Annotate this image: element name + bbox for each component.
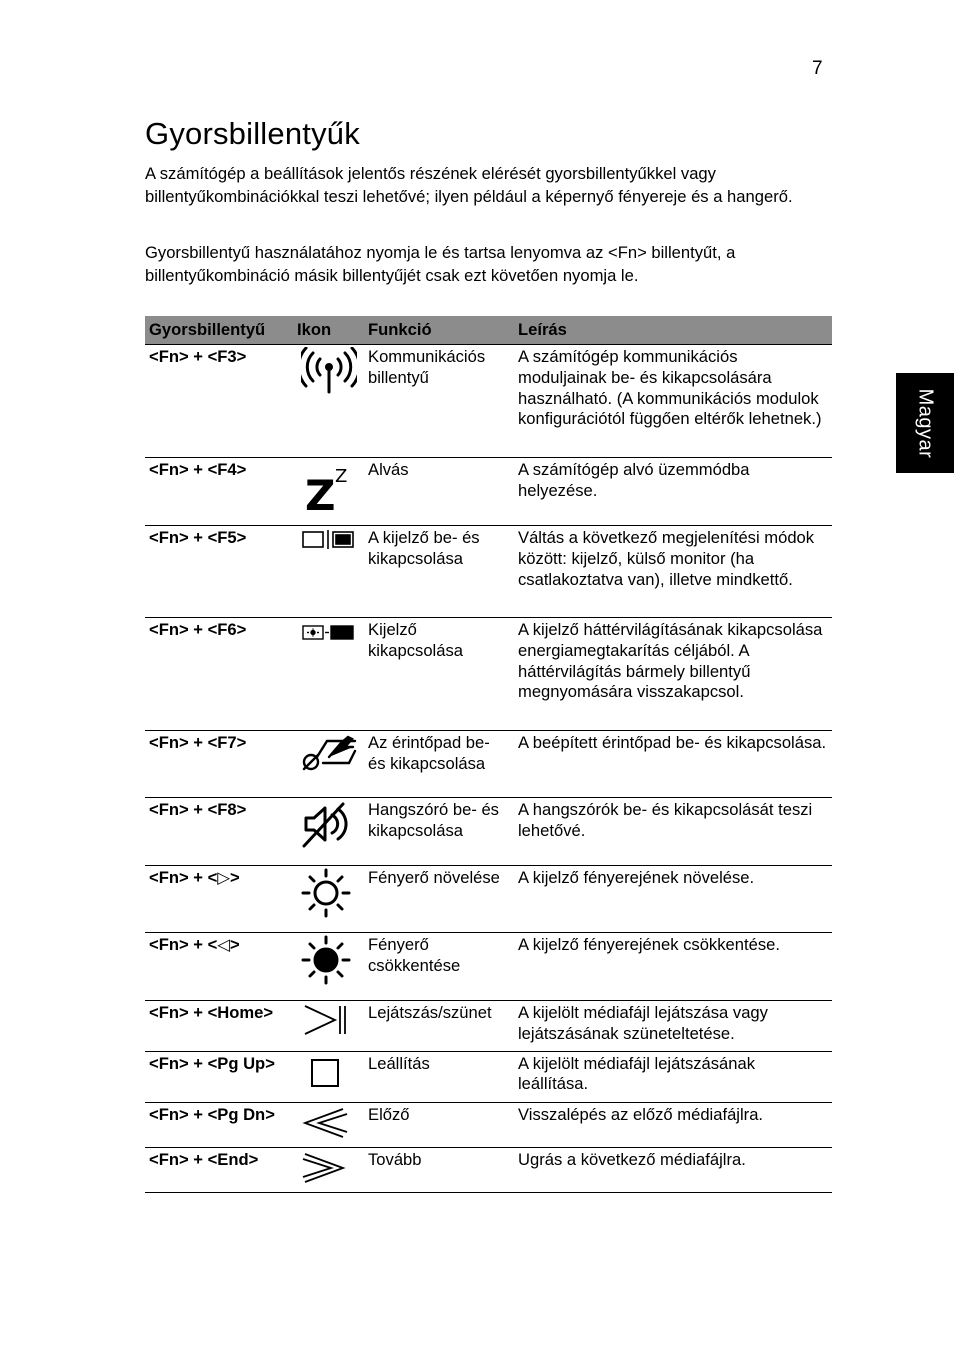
description-cell: A hangszórók be- és kikapcsolását teszi lehetővé.	[514, 798, 832, 866]
header-description: Leírás	[514, 316, 832, 345]
hotkey-cell: <Fn> + <Pg Dn>	[145, 1102, 293, 1147]
table-row	[145, 731, 832, 798]
function-cell: Tovább	[364, 1147, 514, 1192]
hotkey-cell: <Fn> + <Home>	[145, 1001, 293, 1052]
description-cell: A számítógép kommunikációs moduljainak be- és kikapcsolására használható. (A kommunikációs modulok konfigurációtól függően eltérők lehetnek.)	[514, 345, 832, 458]
hotkey-cell: <Fn> + <End>	[145, 1147, 293, 1192]
table-row	[145, 866, 832, 933]
hotkey-cell: <Fn> + <Pg Up>	[145, 1051, 293, 1102]
hotkey-cell: <Fn> + <F6>	[145, 618, 293, 731]
hotkey-cell: <Fn> + <F8>	[145, 798, 293, 866]
function-cell: A kijelző be- és kikapcsolása	[364, 526, 514, 618]
description-cell: A számítógép alvó üzemmódba helyezése.	[514, 458, 832, 526]
display-off-icon	[301, 620, 357, 644]
function-cell: Az érintőpad be- és kikapcsolása	[364, 731, 514, 798]
svg-text:Z: Z	[335, 466, 348, 487]
hotkey-table	[145, 316, 832, 1193]
description-cell: A kijelölt médiafájl lejátszásának leállítása.	[514, 1051, 832, 1102]
table-row	[145, 1102, 832, 1147]
function-cell: Leállítás	[364, 1051, 514, 1102]
table-row	[145, 1051, 832, 1102]
function-cell: Előző	[364, 1102, 514, 1147]
table-header-row	[145, 316, 832, 345]
table-row	[145, 1001, 832, 1052]
svg-text:Z: Z	[305, 471, 336, 516]
description-cell: A kijelző háttérvilágításának kikapcsolása energiamegtakarítás céljából. A háttérvilágítás bármely billentyű megnyomására visszakapcsol.	[514, 618, 832, 731]
description-cell: A kijelző fényerejének növelése.	[514, 866, 832, 933]
hotkey-cell: <Fn> + <F4>	[145, 458, 293, 526]
previous-icon	[301, 1105, 357, 1141]
hotkey-cell: <Fn> + <F7>	[145, 731, 293, 798]
description-cell: Ugrás a következő médiafájlra.	[514, 1147, 832, 1192]
brightness-up-icon	[301, 868, 357, 918]
intro-paragraph: A számítógép a beállítások jelentős részének elérését gyorsbillentyűkkel vagy billentyűkombinációkkal teszi lehetővé; ilyen például a képernyő fényereje és a hangerő.	[145, 164, 793, 206]
language-side-tab-label: Magyar	[914, 388, 937, 458]
function-cell: Kijelző kikapcsolása	[364, 618, 514, 731]
description-cell: A kijelző fényerejének csökkentése.	[514, 933, 832, 1001]
table-row	[145, 798, 832, 866]
function-cell: Hangszóró be- és kikapcsolása	[364, 798, 514, 866]
speaker-mute-icon	[301, 800, 357, 848]
description-cell: Visszalépés az előző médiafájlra.	[514, 1102, 832, 1147]
table-row	[145, 458, 832, 526]
wireless-icon	[301, 347, 357, 399]
stop-icon	[301, 1054, 357, 1088]
display-switch-icon	[301, 528, 357, 552]
sleep-icon	[301, 460, 357, 516]
hotkey-cell: <Fn> + <F5>	[145, 526, 293, 618]
next-icon	[301, 1150, 357, 1186]
function-cell: Fényerő csökkentése	[364, 933, 514, 1001]
table-row	[145, 345, 832, 458]
table-row	[145, 618, 832, 731]
hotkey-cell: <Fn> + <F3>	[145, 345, 293, 458]
brightness-down-icon	[301, 935, 357, 985]
function-cell: Alvás	[364, 458, 514, 526]
description-cell: A kijelölt médiafájl lejátszása vagy lejátszásának szüneteltetése.	[514, 1001, 832, 1052]
table-row	[145, 933, 832, 1001]
description-cell: A beépített érintőpad be- és kikapcsolása.	[514, 731, 832, 798]
usage-paragraph: Gyorsbillentyű használatához nyomja le és tartsa lenyomva az <Fn> billentyűt, a billentyűkombináció másik billentyűjét csak ezt követően nyomja le.	[145, 243, 736, 285]
description-cell: Váltás a következő megjelenítési módok között: kijelző, külső monitor (ha csatlakoztatva van), illetve mindkettő.	[514, 526, 832, 618]
header-hotkey: Gyorsbillentyű	[145, 316, 293, 345]
page-number: 7	[812, 58, 823, 79]
table-row	[145, 1147, 832, 1192]
function-cell: Fényerő növelése	[364, 866, 514, 933]
header-icon: Ikon	[293, 316, 364, 345]
hotkey-cell: <Fn> + <▷>	[145, 866, 293, 933]
table-row	[145, 526, 832, 618]
function-cell: Lejátszás/szünet	[364, 1001, 514, 1052]
play-pause-icon	[301, 1003, 357, 1037]
function-cell: Kommunikációs billentyű	[364, 345, 514, 458]
touchpad-toggle-icon	[301, 733, 357, 773]
header-function: Funkció	[364, 316, 514, 345]
page-title: Gyorsbillentyűk	[145, 116, 360, 151]
hotkey-cell: <Fn> + <◁>	[145, 933, 293, 1001]
language-side-tab	[896, 373, 954, 473]
